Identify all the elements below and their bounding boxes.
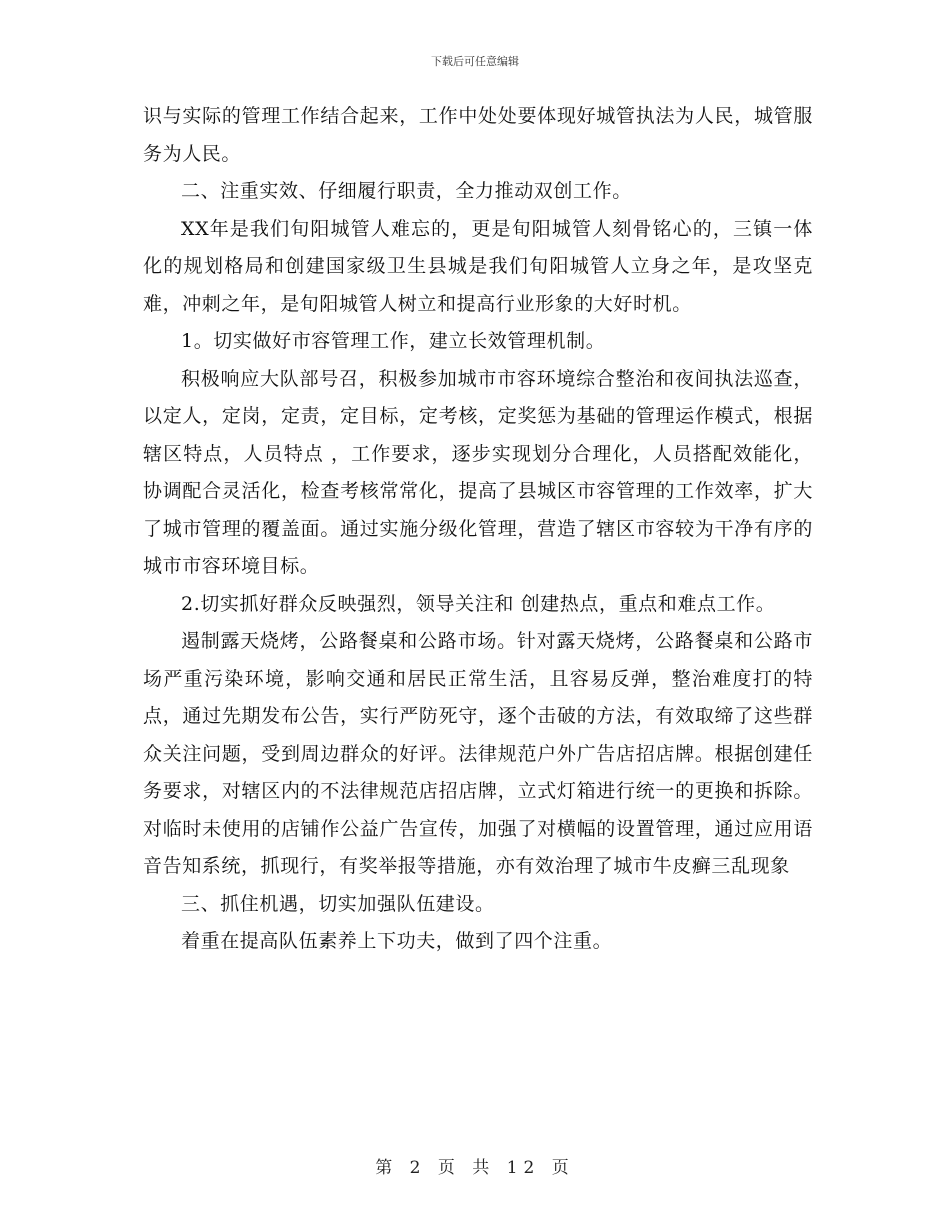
page-header: 下载后可任意编辑	[431, 55, 519, 68]
paragraph-9: 着重在提高队伍素养上下功夫，做到了四个注重。	[181, 930, 613, 952]
subheading-2: 2.切实抓好群众反映强烈，领导关注和 创建热点，重点和难点工作。	[181, 592, 776, 615]
subheading-1: 1。切实做好市容管理工作，建立长效管理机制。	[181, 330, 606, 352]
paragraph-3: XX年是我们旬阳城管人难忘的，更是旬阳城管人刻骨铭心的，三镇一体化的规划格局和创建国家级卫生县城是我们旬阳城管人立身之年，是攻坚克难，冲刺之年，是旬阳城管人树立和提高行业形象的大好时机。	[143, 217, 813, 315]
section-heading-3: 三、抓住机遇，切实加强队伍建设。	[181, 892, 495, 915]
section-heading-2: 二、注重实效、仔细履行职责，全力推动双创工作。	[181, 180, 632, 202]
paragraph-5: 积极响应大队部号召，积极参加城市市容环境综合整治和夜间执法巡查，以定人，定岗，定责，定目标，定考核，定奖惩为基础的管理运作模式，根据辖区特点，人员特点 ，工作要求，逐步实现划分合理化，人员搭配效能化，协调配合灵活化，检查考核常常化，提高了县城区市容管理的工作效率，扩大了城市管理的覆盖面。通过实施分级化管理，营造了辖区市容较为干净有序的城市市容环境目标。	[143, 367, 813, 577]
paragraph-7: 遏制露天烧烤，公路餐桌和公路市场。针对露天烧烤，公路餐桌和公路市场严重污染环境，影响交通和居民正常生活，且容易反弹，整治难度打的特点，通过先期发布公告，实行严防死守，逐个击破的方法，有效取缔了这些群众关注问题，受到周边群众的好评。法律规范户外广告店招店牌。根据创建任务要求，对辖区内的不法律规范店招店牌，立式灯箱进行统一的更换和拆除。对临时未使用的店铺作公益广告宣传，加强了对横幅的设置管理，通过应用语音告知系统，抓现行，有奖举报等措施，亦有效治理了城市牛皮癣三乱现象	[143, 630, 813, 877]
document-body	[143, 98, 813, 961]
page-number-footer: 第 2 页 共 12 页	[375, 1158, 575, 1178]
paragraph-1: 识与实际的管理工作结合起来，工作中处处要体现好城管执法为人民，城管服务为人民。	[143, 105, 813, 165]
